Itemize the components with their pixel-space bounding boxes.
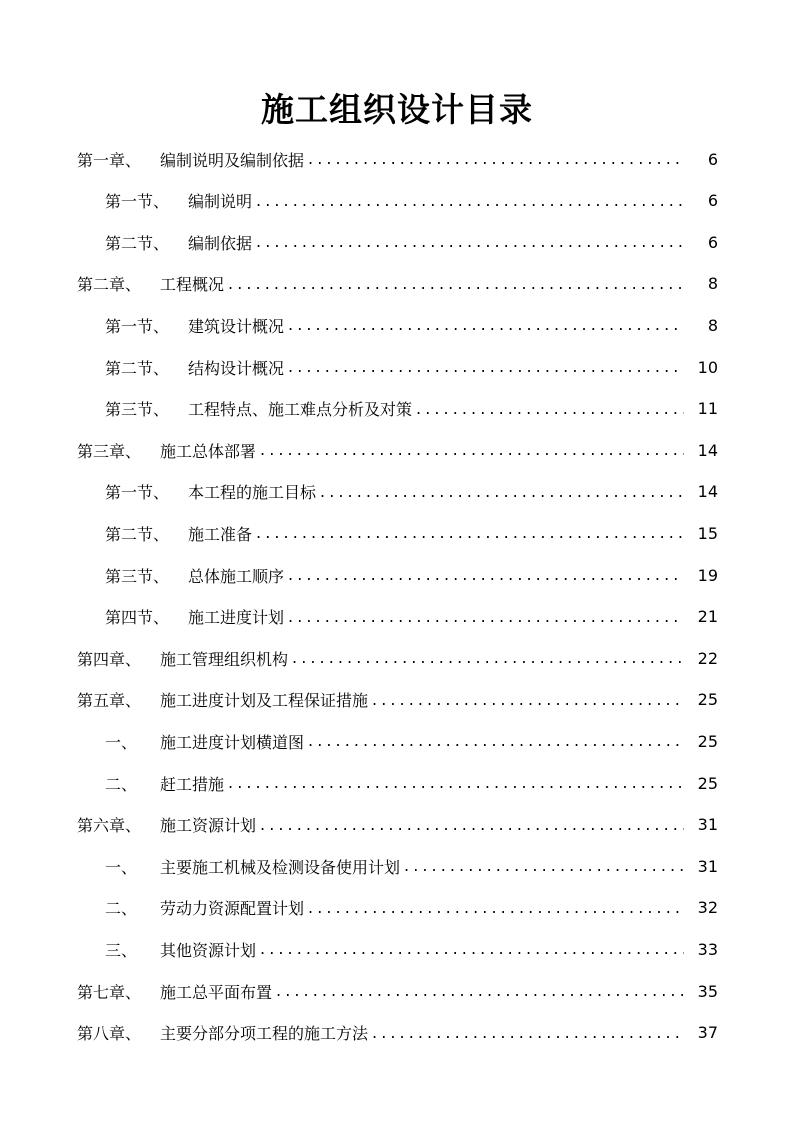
toc-entry-chapter[interactable]	[77, 644, 718, 672]
toc-dot-leader	[308, 727, 684, 755]
toc-entry-item[interactable]	[105, 852, 718, 880]
toc-entry-title: 主要分部分项工程的施工方法	[160, 1024, 369, 1044]
toc-entry-page-number: 6	[707, 232, 718, 252]
toc-entry-number: 第八章、	[77, 1024, 142, 1044]
toc-entry-page-number: 32	[697, 898, 718, 918]
toc-dot-leader	[256, 228, 684, 256]
toc-entry-number: 第一节、	[105, 192, 170, 212]
toc-dot-leader	[228, 270, 684, 298]
toc-entry-title: 施工准备	[188, 524, 253, 544]
toc-entry-title: 编制说明	[188, 192, 253, 212]
toc-entry-page-number: 14	[697, 440, 718, 460]
toc-dot-leader	[288, 353, 684, 381]
toc-entry-page-number: 14	[697, 482, 718, 502]
toc-dot-leader	[320, 478, 684, 506]
toc-entry-page-number: 22	[697, 648, 718, 668]
toc-entry-title: 编制依据	[188, 233, 253, 253]
toc-entry-page-number: 31	[697, 815, 718, 835]
toc-entry-number: 第二节、	[105, 358, 170, 378]
toc-entry-page-number: 31	[697, 856, 718, 876]
toc-entry-title: 工程特点、施工难点分析及对策	[188, 400, 413, 420]
toc-dot-leader	[404, 852, 684, 880]
toc-entry-title: 施工进度计划及工程保证措施	[160, 691, 369, 711]
toc-dot-leader	[416, 395, 684, 423]
toc-entry-page-number: 25	[697, 690, 718, 710]
toc-entry-section[interactable]	[105, 561, 718, 589]
toc-entry-section[interactable]	[105, 187, 718, 215]
toc-entry-number: 第四章、	[77, 649, 142, 669]
toc-entry-page-number: 21	[697, 607, 718, 627]
toc-entry-page-number: 37	[697, 1023, 718, 1043]
toc-dot-leader	[288, 561, 684, 589]
toc-entry-title: 结构设计概况	[188, 358, 285, 378]
toc-entry-section[interactable]	[105, 519, 718, 547]
toc-dot-leader	[288, 603, 684, 631]
toc-entry-page-number: 15	[697, 523, 718, 543]
toc-entry-section[interactable]	[105, 478, 718, 506]
toc-entry-chapter[interactable]	[77, 145, 718, 173]
toc-dot-leader	[260, 935, 684, 963]
toc-entry-number: 一、	[105, 732, 138, 752]
toc-dot-leader	[276, 977, 684, 1005]
toc-entry-chapter[interactable]	[77, 436, 718, 464]
toc-dot-leader	[260, 811, 684, 839]
toc-entry-title: 施工进度计划	[188, 608, 285, 628]
toc-entry-page-number: 8	[707, 315, 718, 335]
toc-entry-number: 第三章、	[77, 441, 142, 461]
toc-entry-number: 第六章、	[77, 816, 142, 836]
toc-entry-number: 第四节、	[105, 608, 170, 628]
toc-entry-number: 第二节、	[105, 524, 170, 544]
toc-entry-title: 编制说明及编制依据	[160, 150, 305, 170]
toc-entry-number: 第七章、	[77, 982, 142, 1002]
toc-entry-chapter[interactable]	[77, 686, 718, 714]
toc-entry-title: 赶工措施	[160, 774, 225, 794]
toc-entry-page-number: 33	[697, 939, 718, 959]
toc-entry-number: 一、	[105, 857, 138, 877]
toc-entry-title: 建筑设计概况	[188, 316, 285, 336]
toc-entry-title: 施工进度计划横道图	[160, 732, 305, 752]
toc-entry-page-number: 10	[697, 357, 718, 377]
toc-entry-chapter[interactable]	[77, 811, 718, 839]
toc-dot-leader	[256, 519, 684, 547]
toc-entry-title: 本工程的施工目标	[188, 483, 317, 503]
toc-entry-chapter[interactable]	[77, 270, 718, 298]
toc-entry-number: 三、	[105, 940, 138, 960]
toc-entry-title: 总体施工顺序	[188, 566, 285, 586]
toc-dot-leader	[292, 644, 684, 672]
toc-dot-leader	[372, 686, 684, 714]
toc-entry-title: 劳动力资源配置计划	[160, 899, 305, 919]
toc-entry-page-number: 8	[707, 274, 718, 294]
toc-entry-chapter[interactable]	[77, 1019, 718, 1047]
toc-entry-title: 施工管理组织机构	[160, 649, 289, 669]
toc-entry-item[interactable]	[105, 894, 718, 922]
toc-entry-title: 施工总平面布置	[160, 982, 273, 1002]
toc-entry-title: 施工资源计划	[160, 816, 257, 836]
toc-entry-number: 第五章、	[77, 691, 142, 711]
toc-entry-chapter[interactable]	[77, 977, 718, 1005]
toc-entry-page-number: 6	[707, 191, 718, 211]
toc-entry-page-number: 25	[697, 731, 718, 751]
page-title: 施工组织设计目录	[261, 90, 533, 129]
toc-entry-section[interactable]	[105, 228, 718, 256]
toc-entry-page-number: 35	[697, 981, 718, 1001]
toc-entry-number: 第二章、	[77, 275, 142, 295]
toc-entry-section[interactable]	[105, 395, 718, 423]
toc-dot-leader	[288, 311, 684, 339]
toc-entry-item[interactable]	[105, 935, 718, 963]
toc-dot-leader	[256, 187, 684, 215]
toc-entry-title: 其他资源计划	[160, 940, 257, 960]
toc-entry-number: 二、	[105, 899, 138, 919]
toc-entry-number: 第三节、	[105, 400, 170, 420]
toc-entry-page-number: 25	[697, 773, 718, 793]
toc-dot-leader	[372, 1019, 684, 1047]
toc-entry-number: 二、	[105, 774, 138, 794]
toc-entry-item[interactable]	[105, 727, 718, 755]
toc-entry-section[interactable]	[105, 311, 718, 339]
toc-entry-number: 第三节、	[105, 566, 170, 586]
toc-entry-title: 工程概况	[160, 275, 225, 295]
toc-entry-number: 第一章、	[77, 150, 142, 170]
toc-entry-number: 第二节、	[105, 233, 170, 253]
toc-entry-number: 第一节、	[105, 483, 170, 503]
toc-entry-title: 主要施工机械及检测设备使用计划	[160, 857, 401, 877]
toc-entry-page-number: 19	[697, 565, 718, 585]
toc-entry-page-number: 6	[707, 149, 718, 169]
toc-entry-section[interactable]	[105, 353, 718, 381]
toc-entry-section[interactable]	[105, 603, 718, 631]
toc-entry-page-number: 11	[697, 399, 718, 419]
toc-entry-item[interactable]	[105, 769, 718, 797]
toc-dot-leader	[260, 436, 684, 464]
toc-dot-leader	[308, 145, 684, 173]
toc-dot-leader	[228, 769, 684, 797]
toc-entry-title: 施工总体部署	[160, 441, 257, 461]
toc-entry-number: 第一节、	[105, 316, 170, 336]
toc-dot-leader	[308, 894, 684, 922]
